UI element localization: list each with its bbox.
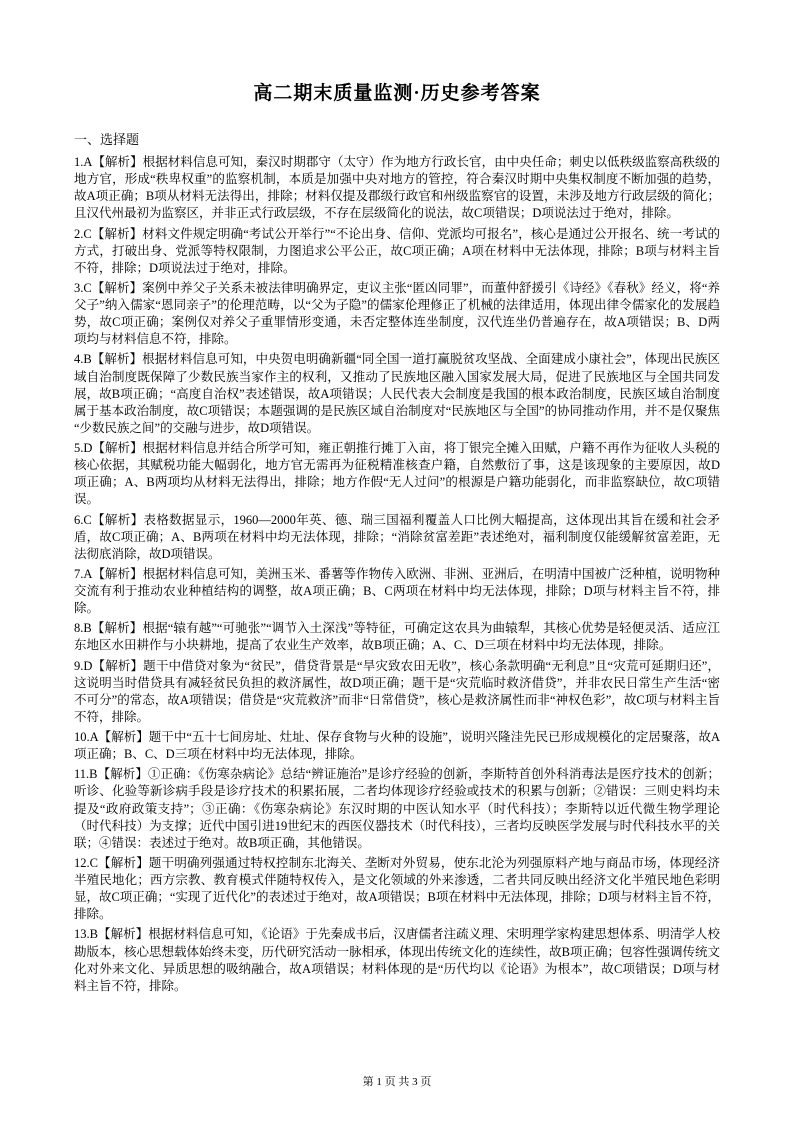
- answer-item-2: 2.C【解析】材料文件规定明确“考试公开举行”“不论出身、信仰、党派均可报名”，核心是通过公开报名、统一考试的方式，打破出身、党派等特权限制，力图追求公平公正，故C项正确；A项在材料中无法体现，排除；B项与材料主旨不符，排除；D项说法过于绝对，排除。: [74, 226, 720, 275]
- answer-item-7: 7.A【解析】根据材料信息可知，美洲玉米、番薯等作物传入欧洲、非洲、亚洲后，在明清中国被广泛种植，说明物种交流有利于推动农业种植结构的调整，故A项正确；B、C两项在材料中均无法体现，排除；D项与材料主旨不符，排除。: [74, 566, 720, 616]
- answer-item-12: 12.C【解析】题干明确列强通过特权控制东北海关、垄断对外贸易，使东北沦为列强原料产地与商品市场，体现经济半殖民地化；西方宗教、教育模式伴随特权传入，是文化领域的外来渗透，二者共同反映出经济文化半殖民地色彩明显，故C项正确；“实现了近代化”的表述过于绝对，故A项错误；B项在材料中无法体现，排除；D项与材料主旨不符，排除。: [74, 855, 720, 922]
- answer-item-6: 6.C【解析】表格数据显示，1960—2000年英、德、瑞三国福利覆盖人口比例大幅提高，这体现出其旨在缓和社会矛盾，故C项正确；A、B两项在材料中均无法体现，排除；“消除贫富差距”表述绝对，福利制度仅能缓解贫富差距，无法彻底消除，故D项错误。: [74, 512, 720, 561]
- answer-item-13: 13.B【解析】根据材料信息可知，《论语》于先秦成书后，汉唐儒者注疏义理、宋明理学家构建思想体系、明清学人校勘版本，核心思想载体始终未变，历代研究活动一脉相承，体现出传统文化的连续性，故B项正确；包容性强调传统文化对外来文化、异质思想的吸纳融合，故A项错误；材料体现的是“历代均以《论语》为根本”，故C项错误；D项与材料主旨不符，排除。: [74, 927, 720, 993]
- answer-item-3: 3.C【解析】案例中养父子关系未被法律明确界定，吏议主张“匿凶同罪”，而董仲舒援引《诗经》《春秋》经义，将“养父子”纳入儒家“恩同亲子”的伦理范畴，以“父为子隐”的儒家伦理修正了机械的法律适用，体现出律令儒家化的发展趋势，故C项正确；案例仅对养父子重罪情形变通，未否定整体连坐制度，汉代连坐仍普遍存在，故A项错误；B、D两项均与材料信息不符，排除。: [74, 280, 720, 347]
- answer-item-11: 11.B【解析】①正确：《伤寒杂病论》总结“辨证施治”是诊疗经验的创新，李斯特首创外科消毒法是医疗技术的创新；听诊、化验等新诊病手段是诊疗技术的积累拓展，二者均体现诊疗经验或技术的积累与创新；②错误：三则史料均未提及“政府政策支持”；③正确：《伤寒杂病论》东汉时期的中医认知水平（时代科技）；李斯特以近代微生物学理论（时代科技）为支撑；近代中国引进19世纪末的西医仪器技术（时代科技），三者均反映医学发展与时代科技水平的关联；④错误：表述过于绝对。故B项正确，其他错误。: [74, 767, 720, 850]
- section-heading: 一、选择题: [74, 132, 140, 147]
- answer-item-5: 5.D【解析】根据材料信息并结合所学可知，雍正朝推行摊丁入亩，将丁银完全摊入田赋，户籍不再作为征收人头税的核心依据，其赋税功能大幅弱化，地方官无需再为征税精准核查户籍，自然敷衍了事，这是该现象的主要原因，故D项正确；A、B两项均从材料无法得出，排除；地方作假“无人过问”的根源是户籍功能弱化，而非监察缺位，故C项错误。: [74, 441, 720, 507]
- answer-item-8: 8.B【解析】根据“辕有越”“可驰张”“调节入土深浅”等特征，可确定这农具为曲辕犁，其核心优势是轻便灵活、适应江东地区水田耕作与小块耕地，提高了农业生产效率，故B项正确；A、C、D三项在材料中均无法体现，排除。: [74, 621, 720, 653]
- answer-item-1: 1.A【解析】根据材料信息可知，秦汉时期郡守（太守）作为地方行政长官，由中央任命；刺史以低秩级监察高秩级的地方官，形成“秩卑权重”的监察机制，本质是加强中央对地方的管控，符合秦汉时期中央集权制度不断加强的趋势，故A项正确；B项从材料无法得出，排除；材料仅提及郡级行政官和州级监察官的设置，未涉及地方行政层级的简化；且汉代州最初为监察区，并非正式行政层级，不存在层级简化的说法，故C项错误；D项说法过于绝对，排除。: [74, 155, 720, 221]
- document-title: 高二期末质量监测·历史参考答案: [253, 83, 541, 104]
- answer-item-10: 10.A【解析】题干中“五十七间房址、灶址、保存食物与火种的设施”，说明兴隆洼先民已形成规模化的定居聚落，故A项正确；B、C、D三项在材料中均无法体现，排除。: [74, 730, 720, 762]
- answer-item-4: 4.B【解析】根据材料信息可知，中央贺电明确新疆“同全国一道打赢脱贫攻坚战、全面建成小康社会”，体现出民族区域自治制度既保障了少数民族当家作主的权利，又推动了民族地区融入国家发展大局，促进了民族地区与全国共同发展，故B项正确；“高度自治权”表述错误，故A项错误；人民代表大会制度是我国的根本政治制度，民族区域自治制度属于基本政治制度，故C项错误；本题强调的是民族区域自治制度对“民族地区与全国”的协同推动作用，并不是仅聚焦“少数民族之间”的交融与进步，故D项错误。: [74, 352, 720, 435]
- answer-item-9: 9.D【解析】题干中借贷对象为“贫民”，借贷背景是“旱灾致农田无收”，核心条款明确“无利息”且“灾荒可延期归还”，这说明当时借贷具有减轻贫民负担的救济属性，故D项正确；题干是“灾荒临时救济借贷”，并非农民日常生产生活“密不可分”的常态，故A项错误；借贷是“灾荒救济”而非“日常借贷”，核心是救济属性而非“神权色彩”，故C项与材料主旨不符，排除。: [74, 658, 720, 724]
- page-number-footer: 第 1 页 共 3 页: [362, 1076, 432, 1088]
